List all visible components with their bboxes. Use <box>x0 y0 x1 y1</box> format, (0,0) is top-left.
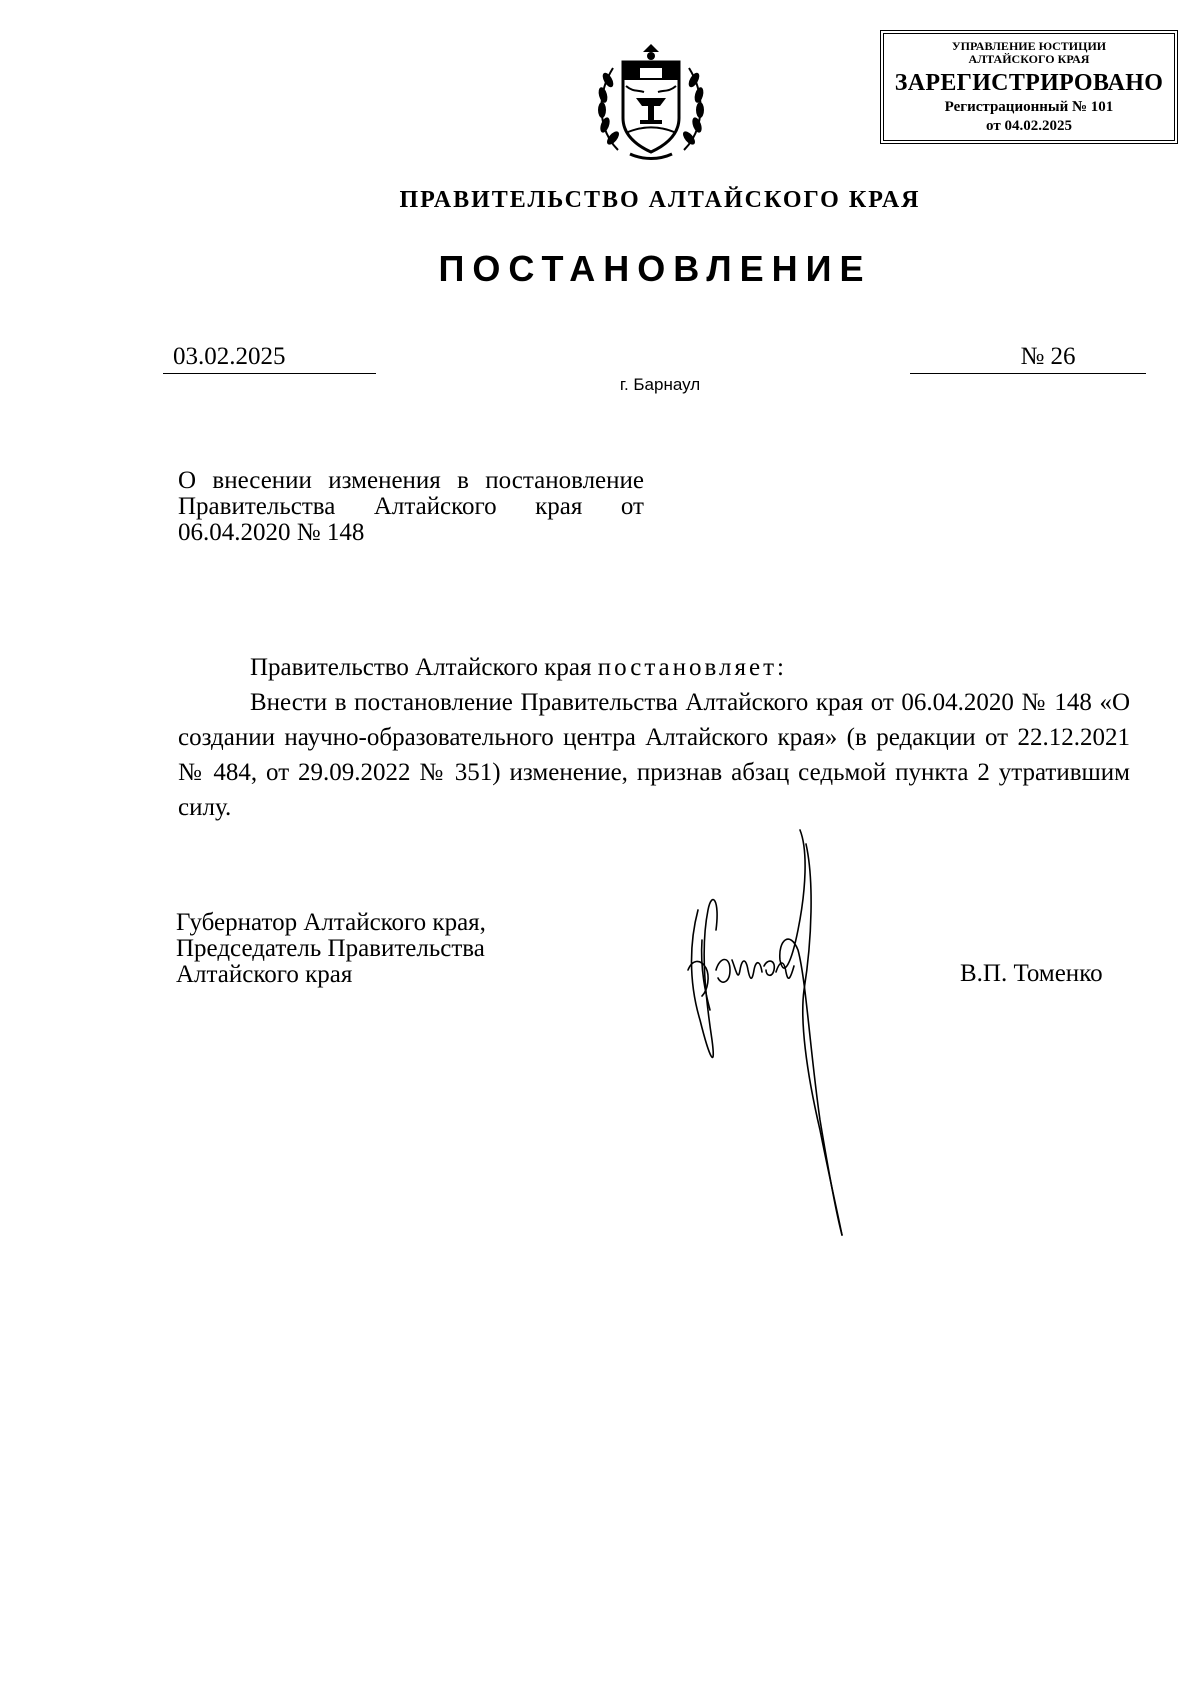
resolution-body: Внести в постановление Правительства Алтайского края от 06.04.2020 № 148 «О создании научно-образовательного центра Алтайского края» (в редакции от 22.12.2021 № 484, от 29.09.2022 № 351) изменение, признав абзац седьмой пункта 2 утратившим силу. <box>178 689 1130 821</box>
registration-stamp <box>880 30 1178 144</box>
document-city: г. Барнаул <box>619 375 701 394</box>
stamp-reg-date: от 04.02.2025 <box>986 118 1072 134</box>
stamp-status: ЗАРЕГИСТРИРОВАНО <box>894 70 1164 96</box>
stamp-reg-number: Регистрационный № 101 <box>944 99 1114 115</box>
document-subject: О внесении изменения в постановление Правительства Алтайского края от 06.04.2020 № 148 <box>178 467 644 546</box>
resolution-preamble <box>178 650 1130 685</box>
signatory-title-line3: Алтайского края <box>176 961 353 988</box>
preamble-colon: : <box>777 654 784 681</box>
preamble-verb: постановляет <box>597 654 777 681</box>
preamble-text: Правительство Алтайского края <box>250 654 598 681</box>
signatory-title <box>176 910 596 988</box>
government-title: ПРАВИТЕЛЬСТВО АЛТАЙСКОГО КРАЯ <box>399 187 921 213</box>
signatory-title-line2: Председатель Правительства <box>176 935 485 962</box>
coat-of-arms-icon <box>588 40 714 166</box>
stamp-authority-line1: УПРАВЛЕНИЕ ЮСТИЦИИ <box>951 39 1107 53</box>
signatory-title-line1: Губернатор Алтайского края, <box>176 909 486 936</box>
stamp-authority-line2: АЛТАЙСКОГО КРАЯ <box>968 52 1090 66</box>
document-type-title: ПОСТАНОВЛЕНИЕ <box>438 248 872 289</box>
document-number: № 26 <box>910 343 1146 374</box>
document-date: 03.02.2025 <box>163 343 376 374</box>
handwritten-signature-icon <box>680 820 880 1240</box>
signatory-name: В.П. Томенко <box>960 960 1103 987</box>
